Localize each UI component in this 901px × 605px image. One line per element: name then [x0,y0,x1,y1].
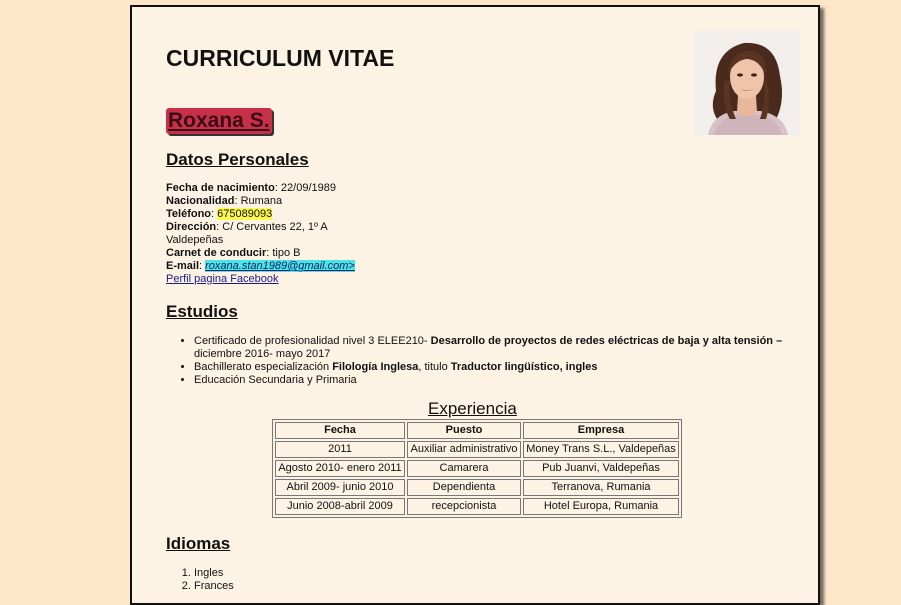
study-2-bold-2: Traductor lingüístico, ingles [450,361,598,373]
table-row [275,479,679,496]
birth-date-value: : 22/09/1989 [274,182,336,194]
table-cell: Junio 2008-abril 2009 [275,498,405,515]
table-cell: Auxiliar administrativo [407,441,521,458]
table-cell: Hotel Europa, Rumania [523,498,679,515]
table-row [275,441,679,458]
table-cell: Pub Juanvi, Valdepeñas [523,460,679,477]
table-row [275,460,679,477]
list-item: 2. Frances [194,580,234,593]
list-item: 1. Ingles [194,567,234,580]
phone-value: 675089093 [217,208,273,220]
column-header-position: Puesto [407,422,521,439]
table-cell: Abril 2009- junio 2010 [275,479,405,496]
license-line [166,247,355,260]
license-label: Carnet de conducir [166,247,267,259]
address-line [166,221,355,234]
table-cell: Money Trans S.L., Valdepeñas [523,441,679,458]
column-header-company: Empresa [523,422,679,439]
list-item: • Educación Secundaria y Primaria [194,374,824,387]
experience-heading: Experiencia [428,399,517,418]
table-row [275,498,679,515]
table-cell: Terranova, Rumania [523,479,679,496]
birth-date-line [166,182,355,195]
portrait-photo-icon [694,31,800,135]
email-line [166,260,355,273]
languages-heading: Idiomas [166,534,231,553]
study-1-bold: Desarrollo de proyectos de redes eléctricas de baja y alta tensión – [430,335,783,347]
table-cell: recepcionista [407,498,521,515]
personal-data-heading: Datos Personales [166,150,309,169]
birth-date-label: Fecha de nacimiento [166,182,275,194]
nationality-value: : Rumana [234,195,283,207]
name-highlight-box [166,108,272,134]
address-label: Dirección [166,221,217,233]
study-2-mid: , titulo [418,361,451,373]
address-value: : C/ Cervantes 22, 1º A [216,221,328,233]
email-separator: : [199,260,206,272]
email-label: E-mail [166,260,200,272]
phone-separator: : [211,208,218,220]
study-2-text: Bachillerato especialización [194,361,333,373]
column-header-date: Fecha [275,422,405,439]
email-link[interactable]: roxana.stan1989@gmail.com> [205,260,355,272]
studies-heading: Estudios [166,302,238,321]
list-item [194,335,824,361]
personal-data-block [166,182,355,286]
city-line: Valdepeñas [166,234,224,246]
license-value: : tipo B [266,247,301,259]
candidate-name: Roxana S. [168,109,270,132]
nationality-label: Nacionalidad [166,195,235,207]
phone-label: Teléfono [166,208,212,220]
table-cell: Dependienta [407,479,521,496]
studies-list [166,335,824,387]
languages-list [166,567,234,593]
profile-photo [694,31,800,135]
experience-table [272,419,682,518]
facebook-profile-link[interactable]: Perfil pagina Facebook [166,273,279,285]
study-2-bold-1: Filología Inglesa [332,361,419,373]
study-1-text: Certificado de profesionalidad nivel 3 ELEE210- [194,335,431,347]
table-cell: Agosto 2010- enero 2011 [275,460,405,477]
list-item [194,361,824,374]
table-header-row [275,422,679,439]
cv-title: CURRICULUM VITAE [166,45,395,71]
cv-page [130,5,820,605]
nationality-line [166,195,355,208]
study-1-dates: diciembre 2016- mayo 2017 [194,348,331,360]
table-cell: 2011 [275,441,405,458]
phone-line [166,208,355,221]
table-cell: Camarera [407,460,521,477]
